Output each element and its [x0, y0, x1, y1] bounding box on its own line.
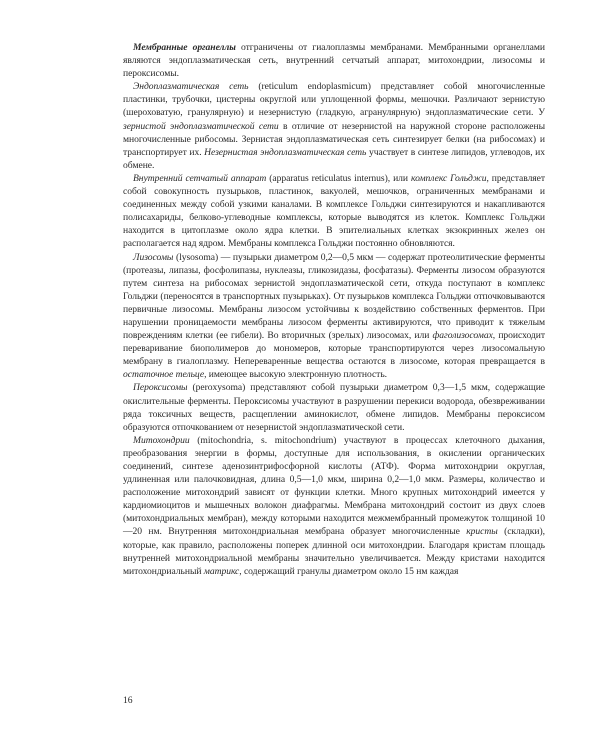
italic-term: Митохондрии — [133, 434, 190, 446]
italic-term: зернистой эндоплазматической сети — [123, 120, 279, 132]
text-run: , содержащий гранулы диаметром около 15 нм каждая — [239, 565, 459, 577]
text-run: , имеющее высокую электронную плотность. — [204, 369, 387, 381]
paragraph-endoplasmic-reticulum — [123, 80, 545, 172]
italic-term: Внутренний сетчатый аппарат — [133, 172, 267, 184]
text-run: (lysosoma) — пузырьки диаметром 0,2—0,5 мкм — содержат протеолитические ферменты (протеазы, липазы, фосфолипазы, нуклеазы, гликозидазы, фосфатазы). Ферменты лизосом образуются путем синтеза на рибосомах зернистой эндоплазматической сети, откуда поступают в комплекс Гольджи (переносятся в транспортных пузырьках). От пузырьков комплекса Гольджи отпочковываются первичные лизосомы. Мембраны лизосом устойчивы к воздействию собственных ферментов. При нарушении проницаемости мембраны лизосом ферменты активируются, что приводит к тяжелым повреждениям клетки (ее гибели). Во вторичных (зрелых) лизосомах, или — [123, 251, 545, 342]
paragraph-membrane-organelles — [123, 41, 545, 80]
text-run: , представляет собой совокупность пузырьков, пластинок, вакуолей, мешочков, ограниченных мембранами и соединенных между собой узкими каналами. В комплексе Гольджи синтезируются и накапливаются полисахариды, белково-углеводные комплексы, которые выводятся из клеток. Комплекс Гольджи находится в цитоплазме около ядра клетки. В эпителиальных клетках экзокринных желез он располагается над ядром. Мембраны комплекса Гольджи постоянно обновляются. — [123, 172, 546, 250]
text-run: (mitochondria, s. mitochondrium) участвуют в процессах клеточного дыхания, преобразования энергии в формы, доступные для использования, в окислении органических соединений, синтезе аденозинтрифосфорной кислоты (АТФ). Форма митохондрии округлая, удлиненная или палочковидная, длина 0,5—1,0 мкм, ширина 0,2—1,0 мкм. Размеры, количество и расположение митохондрий зависят от функции клетки. Много крупных митохондрий имеется у кардиомиоцитов и мышечных волокон диафрагмы. Мембрана митохондрий состоит из двух слоев (митохондриальных мембран), между которыми находится межмембранный промежуток толщиной 10—20 нм. Внутренняя митохондриальная мембрана образует многочисленные — [123, 434, 545, 538]
italic-term: фаголизосомах — [432, 330, 493, 342]
italic-term: Лизосомы — [133, 251, 174, 263]
paragraph-golgi-complex — [123, 172, 545, 251]
body-text — [123, 41, 545, 578]
text-run: (складки), которые, как правило, расположены поперек длинной оси митохондрии. Благодаря кристам площадь внутренней митохондриальной мембраны значительно увеличивается. Между кристами находится митохондриальный — [123, 526, 545, 577]
bold-italic-term: Мембранные органеллы — [133, 42, 236, 53]
text-run: (reticulum endoplasmicum) представляет собой многочисленные пластинки, трубочки, цистерны округлой или уплощенной формы, мешочки. Различают зернистую (шероховатую, гранулярную) и незернистую (гладкую, агранулярную) эндоплазматические сети. У — [123, 81, 545, 119]
italic-term: Незернистая эндоплазматическая сеть — [204, 146, 367, 158]
paragraph-lysosomes — [123, 251, 545, 382]
italic-term: остаточное тельце — [123, 369, 205, 381]
italic-term: кристы — [466, 526, 498, 538]
page-number: 16 — [123, 695, 133, 706]
italic-term: Пероксисомы — [133, 382, 188, 394]
text-run: участвует в синтезе липидов, углеводов, их обмене. — [123, 146, 545, 171]
paragraph-peroxisomes — [123, 381, 545, 433]
text-run: , происходит переваривание биополимеров до мономеров, которые транспортируются через лизосомальную мембрану в гиалоплазму. Непереваренные вещества остаются в лизосоме, которая превращается в — [123, 330, 545, 368]
text-run: в отличие от незернистой на наружной стороне расположены многочисленные рибосомы. Зернистая эндоплазматическая сеть синтезирует белки (на рибосомах) и транспортирует их. — [123, 120, 545, 158]
text-run: (apparatus reticulatus internus), или — [266, 172, 412, 184]
italic-term: матрикс — [203, 565, 240, 577]
text-run: отграничены от гиалоплазмы мембранами. Мембранными органеллами являются эндоплазматическая сеть, внутренний сетчатый аппарат, митохондрии, лизосомы и пероксисомы. — [123, 42, 545, 80]
italic-term: Эндоплазматическая сеть — [133, 81, 249, 93]
text-run: (peroxysoma) представляют собой пузырьки диаметром 0,3—1,5 мкм, содержащие окислительные ферменты. Пероксисомы участвуют в разрушении перекиси водорода, обезвреживании ряда токсичных веществ, расщеплении аминокислот, обмене липидов. Мембраны пероксисом образуются отпочкованием от незернистой эндоплазматической сети. — [123, 382, 545, 433]
paragraph-mitochondria — [123, 434, 545, 578]
italic-term: комплекс Гольджи — [411, 172, 487, 184]
